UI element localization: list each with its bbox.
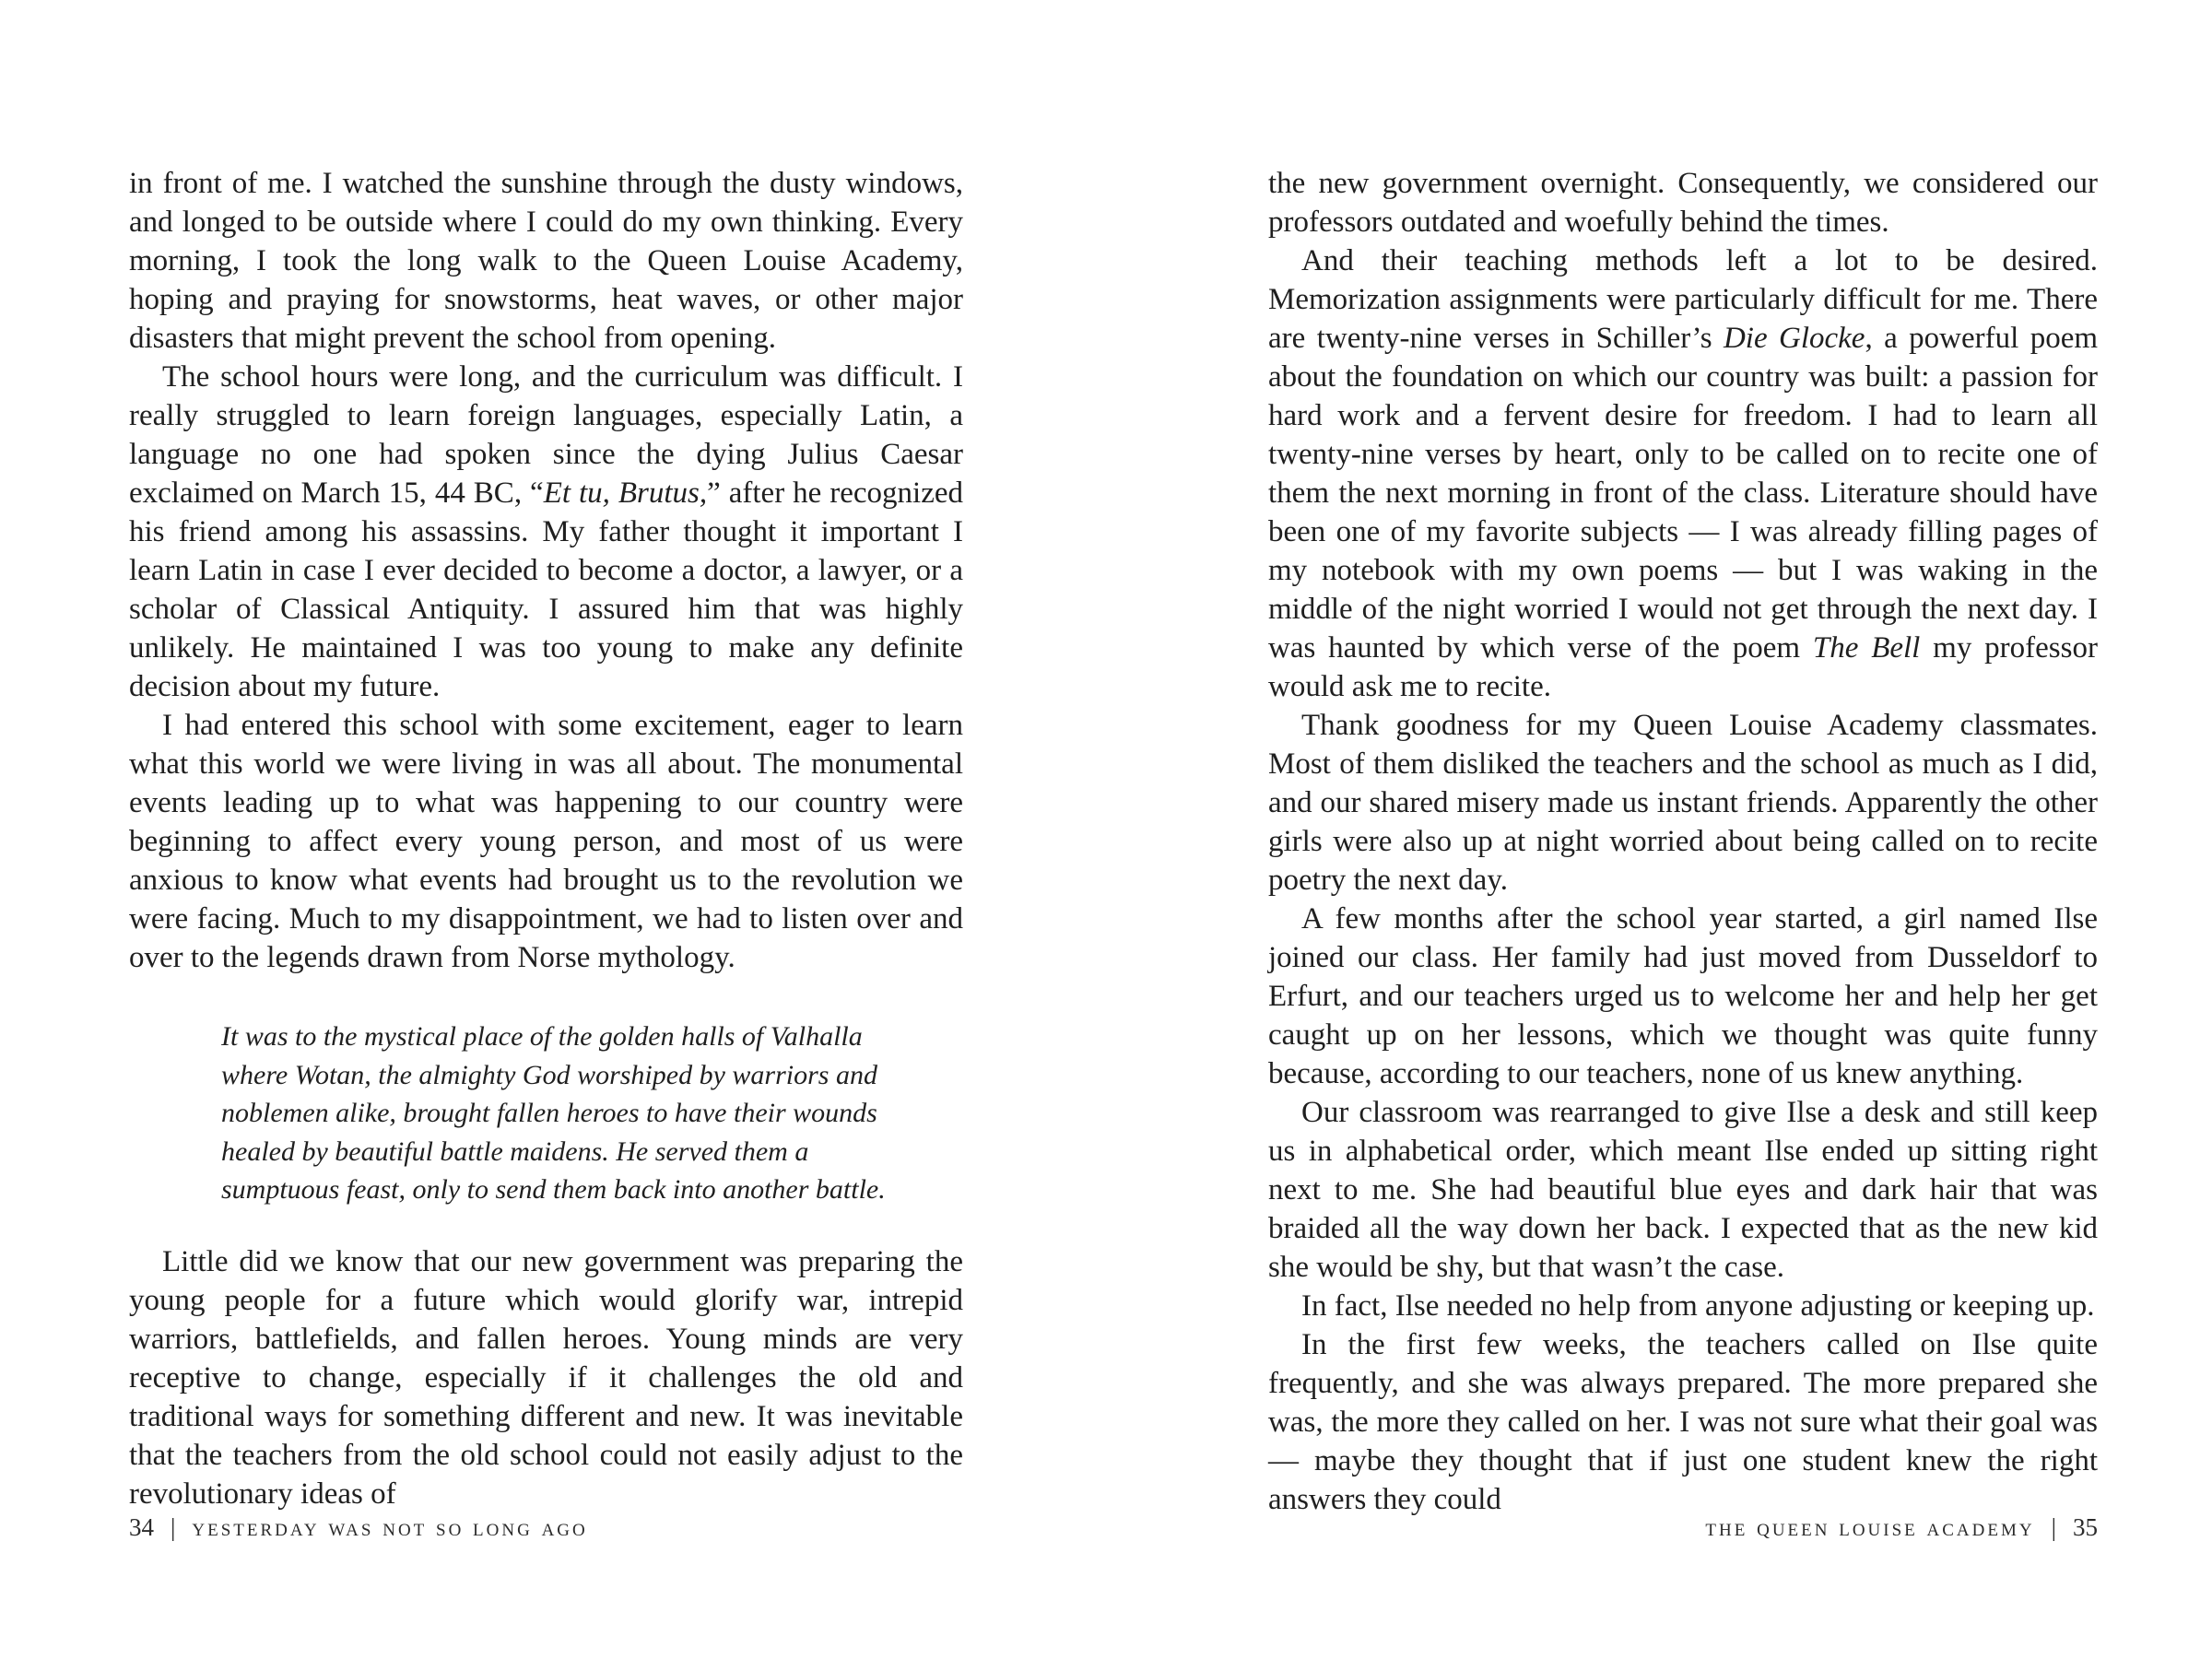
paragraph: I had entered this school with some excitement, eager to learn what this world we were living in was all about. The monumental events leading up to what was happening to our country were beginning to affect every young person, and most of us were anxious to know what events had brought us to the revolution we were facing. Much to my disappointment, we had to listen over and over to the legends drawn from Norse mythology. (129, 709, 963, 974)
right-page-footer (1705, 1512, 2098, 1543)
page-number: 35 (2073, 1513, 2098, 1541)
paragraph: A few months after the school year started, a girl named Ilse joined our class. Her family had just moved from Dusseldorf to Erfurt, and our teachers urged us to welcome her and help her get caught up on her lessons, which we thought was quite funny because, according to our teachers, none of us knew anything. (1268, 902, 2098, 1090)
right-page-body (1268, 164, 2098, 1519)
footer-separator: | (171, 1513, 176, 1541)
paragraph: In fact, Ilse needed no help from anyone adjusting or keeping up. (1301, 1289, 2095, 1323)
block-quote (221, 1018, 922, 1209)
left-page (129, 0, 963, 1659)
running-head: yesterday was not so long ago (192, 1513, 588, 1541)
paragraph: And their teaching methods left a lot to be desired. Memorization assignments were particularly difficult for me. There are twenty-nine verses in Schiller’s Die Glocke, a powerful poem about the foundation on which our country was built: a passion for hard work and a fervent desire for freedom. I had to learn all twenty-nine verses by heart, only to be called on to recite one of them the next morning in front of the class. Literature should have been one of my favorite subjects — I was already filling pages of my notebook with my own poems — but I was waking in the middle of the night worried I would not get through the next day. I was haunted by which verse of the poem The Bell my professor would ask me to recite. (1268, 244, 2099, 703)
running-head: the queen louise academy (1705, 1513, 2035, 1541)
paragraph: The school hours were long, and the curriculum was difficult. I really struggled to learn foreign languages, especially Latin, a language no one had spoken since the dying Julius Caesar exclaimed on March 15, 44 BC, “Et tu, Brutus,” after he recognized his friend among his assassins. My father thought it important I learn Latin in case I ever decided to become a doctor, a lawyer, or a scholar of Classical Antiquity. I assured him that was highly unlikely. He maintained I was too young to make any definite decision about my future. (129, 360, 963, 703)
page-number: 34 (129, 1513, 154, 1541)
right-page (1268, 0, 2098, 1659)
paragraph: Thank goodness for my Queen Louise Academy classmates. Most of them disliked the teachers and the school as much as I did, and our shared misery made us instant friends. Apparently the other girls were also up at night worried about being called on to recite poetry the next day. (1268, 709, 2098, 897)
paragraph: In the first few weeks, the teachers called on Ilse quite frequently, and she was always prepared. The more prepared she was, the more they called on her. I was not sure what their goal was — maybe they thought that if just one student knew the right answers they could (1268, 1328, 2098, 1516)
left-page-footer (129, 1512, 588, 1543)
paragraph: Little did we know that our new government was preparing the young people for a future which would glorify war, intrepid warriors, battlefields, and fallen heroes. Young minds are very receptive to change, especially if it challenges the old and traditional ways for something different and new. It was inevitable that the teachers from the old school could not easily adjust to the revolutionary ideas of (129, 1244, 963, 1511)
footer-separator: | (2051, 1513, 2056, 1541)
left-page-body (129, 164, 963, 1513)
paragraph: Our classroom was rearranged to give Ilse a desk and still keep us in alphabetical order, which meant Ilse ended up sitting right next to me. She had beautiful blue eyes and dark hair that was braided all the way down her back. I expected that as the new kid she would be shy, but that wasn’t the case. (1268, 1096, 2098, 1284)
paragraph: the new government overnight. Consequently, we considered our professors outdated and woefully behind the times. (1268, 167, 2098, 239)
block-quote-text: It was to the mystical place of the golden halls of Valhalla where Wotan, the almighty God worshiped by warriors and noblemen alike, brought fallen heroes to have their wounds healed by beautiful battle maidens. He served them a sumptuous feast, only to send them back into another battle. (221, 1021, 886, 1205)
paragraph: in front of me. I watched the sunshine through the dusty windows, and longed to be outside where I could do my own thinking. Every morning, I took the long walk to the Queen Louise Academy, hoping and praying for snowstorms, heat waves, or other major disasters that might prevent the school from opening. (129, 167, 963, 355)
